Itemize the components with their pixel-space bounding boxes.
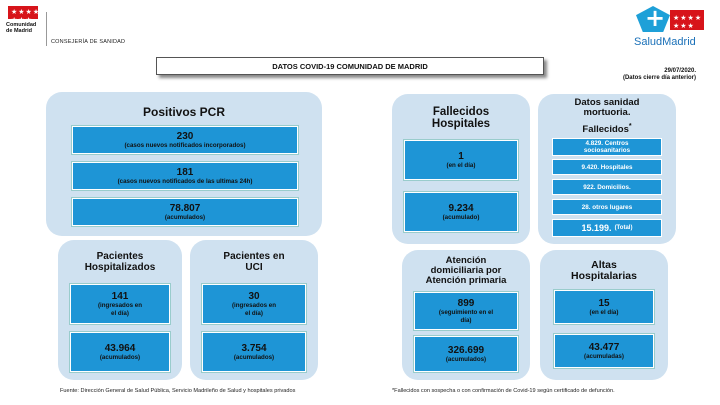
stat-altas-dia <box>554 290 654 324</box>
madrid-flag-icon: ★★★★ ★★★ <box>670 10 704 30</box>
panel-title <box>58 252 182 273</box>
stat-label: (casos nuevos notificados de las ultimas 24h) <box>117 177 253 185</box>
stat-label-line1: (acumulados) <box>445 355 487 363</box>
stat-value: 15 <box>598 297 610 309</box>
stat-label-line1: (ingresados en <box>231 302 276 309</box>
stat-ingresados <box>70 284 170 324</box>
stat-value: 230 <box>176 130 194 142</box>
stat-value: 9.234 <box>448 202 474 214</box>
panel-hospitalizados <box>58 240 182 380</box>
stat-fallecidos-acumulado <box>404 192 518 232</box>
page-title: DATOS COVID-19 COMUNIDAD DE MADRID <box>156 57 544 75</box>
stat-label-line1: (acumulados) <box>99 353 141 361</box>
org-name-line1: Comunidad <box>6 22 37 28</box>
panel-title-line1: Datos sanidad <box>574 97 640 108</box>
panel-title-line2: Hospitalarias <box>571 270 637 283</box>
stat-value: 30 <box>248 291 260 302</box>
panel-title: Positivos PCR <box>142 105 226 119</box>
panel-title <box>540 260 668 282</box>
panel-title <box>538 98 676 135</box>
stat-seguimiento <box>414 292 518 330</box>
source-note: Fuente: Dirección General de Salud Pública, Servicio Madrileño de Salud y hospitales privados <box>60 388 296 394</box>
stat-value: 1 <box>458 150 464 162</box>
mortuoria-item <box>552 138 662 156</box>
org-name-line2: de Madrid <box>6 28 32 34</box>
asterisk-mark: * <box>628 122 632 130</box>
report-date-note: (Datos cierre día anterior) <box>622 75 696 81</box>
panel-sanidad-mortuoria <box>538 94 676 244</box>
stat-label-line1: (ingresados en <box>97 302 142 309</box>
stat-casos-incorporados <box>72 126 298 154</box>
stat-acumulados <box>202 332 306 372</box>
footnote: *Fallecidos con sospecha o con confirmación de Covid-19 según certificado de defunción. <box>392 388 615 394</box>
stat-value: 78.807 <box>169 202 201 214</box>
brand-name: SaludMadrid <box>634 36 696 48</box>
panel-subtitle-text: Fallecidos <box>582 124 629 136</box>
stat-label-line2: el día) <box>111 309 129 317</box>
stat-label: (acumulado) <box>442 213 480 221</box>
total-value: 15.199. <box>581 222 612 233</box>
panel-title-line1: Pacientes <box>96 251 144 262</box>
stat-casos-24h <box>72 162 298 190</box>
panel-atencion-domiciliaria <box>402 250 530 380</box>
panel-altas-hospitalarias <box>540 250 668 380</box>
stat-altas-acumuladas <box>554 334 654 368</box>
stat-value: 43.477 <box>588 341 620 353</box>
item-line1: 4.829. Centros <box>585 140 629 147</box>
stat-ingresados <box>202 284 306 324</box>
panel-title <box>402 256 530 286</box>
salud-madrid-logo <box>630 6 710 52</box>
mortuoria-item: 922. Domicilios. <box>552 179 662 195</box>
panel-title-line2: mortuoria. <box>583 106 631 118</box>
stat-value: 181 <box>176 166 194 178</box>
panel-title-line1: Pacientes en <box>223 251 285 262</box>
stat-label-line2: día) <box>460 316 472 324</box>
panel-title-line2: domiciliaria por <box>430 264 502 276</box>
page-header <box>0 0 720 54</box>
panel-title-line3: Atención primaria <box>425 274 507 286</box>
stat-value: 326.699 <box>447 344 485 356</box>
department-name: CONSEJERÍA DE SANIDAD <box>51 39 126 45</box>
stat-acumulados <box>70 332 170 372</box>
panel-title-line2: Hospitalizados <box>84 261 156 273</box>
stat-acumulados <box>414 336 518 372</box>
mortuoria-item: 9.420. Hospitales <box>552 159 662 175</box>
panel-title-line1: Atención <box>445 255 487 266</box>
stat-value: 43.964 <box>104 342 136 354</box>
panel-title-line2: UCI <box>245 261 263 273</box>
health-cross-icon <box>636 6 670 32</box>
panel-title-line2: Hospitales <box>431 118 491 131</box>
madrid-flag-icon: ★★★★ ★★★ <box>8 6 38 19</box>
panel-title <box>190 252 318 273</box>
stat-value: 899 <box>457 298 475 309</box>
report-date <box>623 68 696 82</box>
stat-label: (acumulados) <box>164 213 206 221</box>
header-divider <box>46 12 47 46</box>
report-date-value: 29/07/2020. <box>664 68 696 74</box>
comunidad-madrid-logo <box>6 6 42 44</box>
stat-label: (en el día) <box>589 308 619 316</box>
stat-label: (en el día) <box>446 161 476 169</box>
stat-value: 3.754 <box>241 342 267 354</box>
stat-label: (casos nuevos notificados incorporados) <box>124 141 246 149</box>
item-line2: sociosanitarios <box>583 147 631 154</box>
stat-casos-acumulados <box>72 198 298 226</box>
panel-fallecidos-hospitales <box>392 94 530 244</box>
stat-value: 141 <box>111 291 129 302</box>
panel-positivos-pcr <box>46 92 322 236</box>
stat-fallecidos-dia <box>404 140 518 180</box>
mortuoria-total <box>552 219 662 237</box>
stat-label-line1: (acumulados) <box>233 353 275 361</box>
stat-label: (acumuladas) <box>584 352 624 360</box>
panel-subtitle <box>538 123 676 135</box>
panel-title <box>392 106 530 130</box>
panel-title-line1: Altas <box>591 259 617 271</box>
total-label: (Total) <box>614 224 633 231</box>
stat-label-line1: (seguimiento en el <box>438 309 494 316</box>
panel-uci <box>190 240 318 380</box>
panel-title-line1: Fallecidos <box>432 106 490 118</box>
stat-label-line2: el día) <box>245 309 263 317</box>
mortuoria-item: 28. otros lugares <box>552 199 662 215</box>
